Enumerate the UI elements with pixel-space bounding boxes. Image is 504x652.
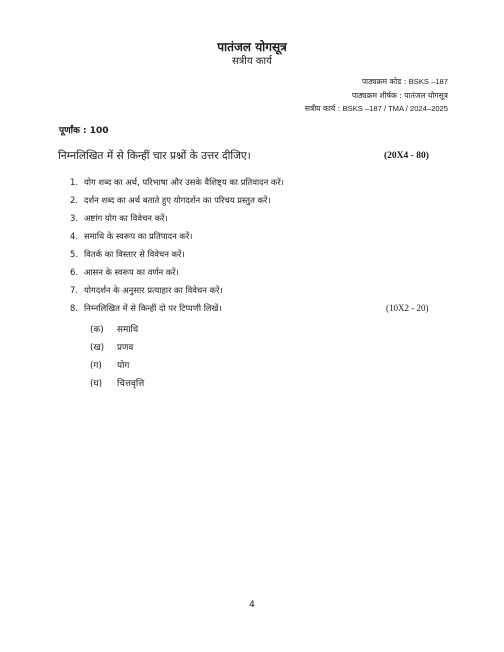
subpart-label: (ख): [90, 343, 105, 353]
question-number: 4.: [70, 231, 78, 241]
subpart-item: [90, 323, 138, 335]
subpart-label: (ग): [90, 361, 102, 371]
course-code-label: पाठ्यक्रम कोड :: [361, 77, 407, 86]
subpart-item: [90, 341, 133, 353]
assignment-line: [305, 102, 448, 116]
assignment-code: BSKS –187 / TMA / 2024–2025: [342, 104, 448, 113]
question-text: समाधि के स्वरूप का प्रतिपादन करें।: [84, 231, 193, 241]
question-text: निम्नलिखित में से किन्हीं दो पर टिप्पणी लिखें।: [84, 303, 222, 313]
question-item: [70, 231, 192, 242]
document-title: पातंजल योगसूत्र: [217, 40, 287, 54]
question-item: [70, 249, 185, 260]
subpart-text: चित्तवृत्ति: [117, 379, 145, 389]
question-text: आसन के स्वरूप का वर्णन करें।: [84, 267, 179, 277]
course-title-line: पाठ्यक्रम शीर्षक : पातंजल योगसूत्र: [351, 90, 448, 100]
subpart-label: (घ): [90, 379, 103, 389]
question-number: 3.: [70, 213, 78, 223]
question-item: [70, 213, 168, 224]
question-number: 1.: [70, 177, 78, 187]
course-meta: [305, 75, 448, 116]
question-text: वितर्क का विस्तार से विवेचन करें।: [84, 249, 185, 259]
subpart-text: योग: [117, 361, 130, 371]
question-text: योग शब्द का अर्थ, परिभाषा और उसके वैशिष्ट्य का प्रतिवादन करें।: [84, 177, 284, 187]
assignment-label: सत्रीय कार्य :: [304, 104, 341, 113]
document-subtitle: सत्रीय कार्य: [232, 56, 272, 67]
subpart-item: [90, 377, 144, 389]
question-8-marks: (10X2 - 20): [386, 303, 429, 313]
subpart-text: प्रणव: [117, 343, 134, 353]
question-item: [70, 303, 222, 314]
instruction-marks: (20X4 - 80): [384, 151, 429, 161]
question-number: 2.: [70, 195, 78, 205]
subpart-item: [90, 359, 129, 371]
subpart-text: समाधि: [117, 325, 139, 335]
instruction-text: निम्नलिखित में से किन्हीं चार प्रश्नों के उत्तर दीजिए।: [58, 150, 251, 162]
question-number: 6.: [70, 267, 78, 277]
question-number: 8.: [70, 303, 78, 313]
question-number: 7.: [70, 285, 78, 295]
course-code-line: [305, 75, 448, 89]
question-item: [70, 285, 223, 296]
question-item: [70, 195, 271, 206]
question-number: 5.: [70, 249, 78, 259]
question-text: दर्शन शब्द का अर्थ बताते हुए योगदर्शन का परिचय प्रस्तुत करें।: [84, 195, 271, 205]
question-item: [70, 177, 284, 188]
question-item: [70, 267, 179, 278]
page-number: 4: [249, 600, 255, 610]
subpart-label: (क): [90, 325, 104, 335]
question-text: योगदर्शन के अनुसार प्रत्याहार का विवेचन करें।: [84, 285, 223, 295]
total-marks: पूर्णांक : 100: [59, 126, 109, 136]
question-text: अष्टांग योग का विवेचन करें।: [84, 213, 168, 223]
course-code: BSKS –187: [408, 77, 448, 86]
